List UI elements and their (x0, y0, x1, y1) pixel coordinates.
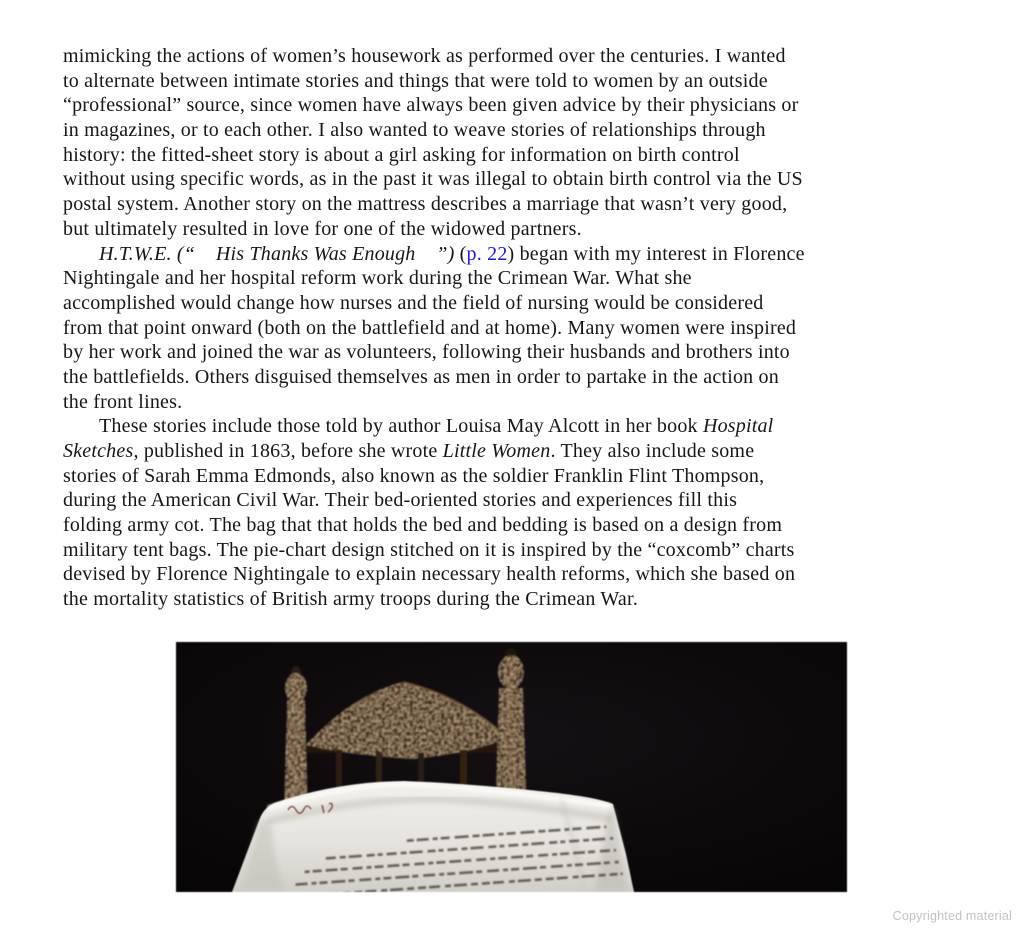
bed-photo-figure (176, 642, 847, 892)
text-segment: stories of Sarah Emma Edmonds, also known as the soldier Franklin Flint Thompson, (63, 464, 765, 487)
text-segment: devised by Florence Nightingale to explain necessary health reforms, which she based on (63, 563, 796, 586)
text-segment: military tent bags. The pie-chart design stitched on it is inspired by the “coxcomb” charts (63, 538, 795, 561)
text-segment: to alternate between intimate stories and things that were told to women by an outside (63, 69, 768, 92)
text-line (63, 167, 993, 192)
text-segment: from that point onward (both on the battlefield and at home). Many women were inspired (63, 316, 797, 339)
text-line (63, 291, 993, 316)
text-line (63, 266, 993, 291)
left-bedpost (284, 666, 308, 814)
text-segment: history: the fitted-sheet story is about a girl asking for information on birth control (63, 143, 740, 166)
bed-photo (176, 642, 847, 892)
text-segment: . They also include some (550, 440, 755, 462)
text-line (63, 217, 993, 242)
text-segment: folding army cot. The bag that that holds the bed and bedding is based on a design from (63, 514, 783, 537)
paragraph (63, 44, 993, 242)
text-segment: ( (454, 242, 467, 265)
text-line (63, 488, 993, 513)
text-line (63, 242, 993, 267)
text-segment: “professional” source, since women have always been given advice by their physicians or (63, 94, 799, 117)
text-segment: by her work and joined the war as volunteers, following their husbands and brothers into (63, 341, 790, 364)
text-segment: during the American Civil War. Their bed-oriented stories and experiences fill this (63, 489, 738, 512)
paragraph (63, 414, 993, 612)
text-segment: in magazines, or to each other. I also wanted to weave stories of relationships through (63, 119, 766, 142)
text-line (63, 538, 993, 563)
text-line (63, 390, 993, 415)
text-segment: but ultimately resulted in love for one of the widowed partners. (63, 217, 582, 240)
text-line (63, 69, 993, 94)
text-segment: the battlefields. Others disguised themselves as men in order to partake in the action on (63, 365, 779, 388)
text-segment: Nightingale and her hospital reform work during the Crimean War. What she (63, 267, 692, 290)
text-segment: ) began with my interest in Florence (507, 242, 805, 265)
paragraph (63, 242, 993, 415)
text-line (63, 192, 993, 217)
text-line (63, 143, 993, 168)
page-22-link[interactable]: p. 22 (466, 242, 508, 265)
text-segment: These stories include those told by author Louisa May Alcott in her book (99, 415, 703, 438)
text-segment: postal system. Another story on the mattress describes a marriage that wasn’t very good, (63, 193, 788, 216)
text-line (63, 587, 993, 612)
text-line (63, 414, 993, 439)
copyright-watermark: Copyrighted material (892, 909, 1012, 923)
text-segment: without using specific words, as in the past it was illegal to obtain birth control via the US (63, 168, 803, 191)
text-line (63, 93, 993, 118)
text-segment: the mortality statistics of British army troops during the Crimean War. (63, 588, 638, 611)
text-segment: mimicking the actions of women’s housework as performed over the centuries. I wanted (63, 45, 786, 67)
text-segment: Hospital (702, 415, 774, 438)
text-line (63, 44, 993, 69)
text-line (63, 316, 993, 341)
text-line (63, 513, 993, 538)
text-segment: , published in 1863, before she wrote (133, 440, 443, 462)
text-segment: Little Women (442, 440, 551, 462)
text-line (63, 464, 993, 489)
text-segment: the front lines. (63, 390, 183, 413)
text-line (63, 439, 993, 464)
text-line (63, 118, 993, 143)
text-line (63, 562, 993, 587)
text-line (63, 340, 993, 365)
text-line (63, 365, 993, 390)
text-segment: H.T.W.E. (“ His Thanks Was Enough ”) (99, 242, 455, 265)
article-text (63, 44, 993, 612)
text-segment: accomplished would change how nurses and the field of nursing would be considered (63, 291, 764, 314)
text-segment: Sketches (63, 440, 134, 462)
